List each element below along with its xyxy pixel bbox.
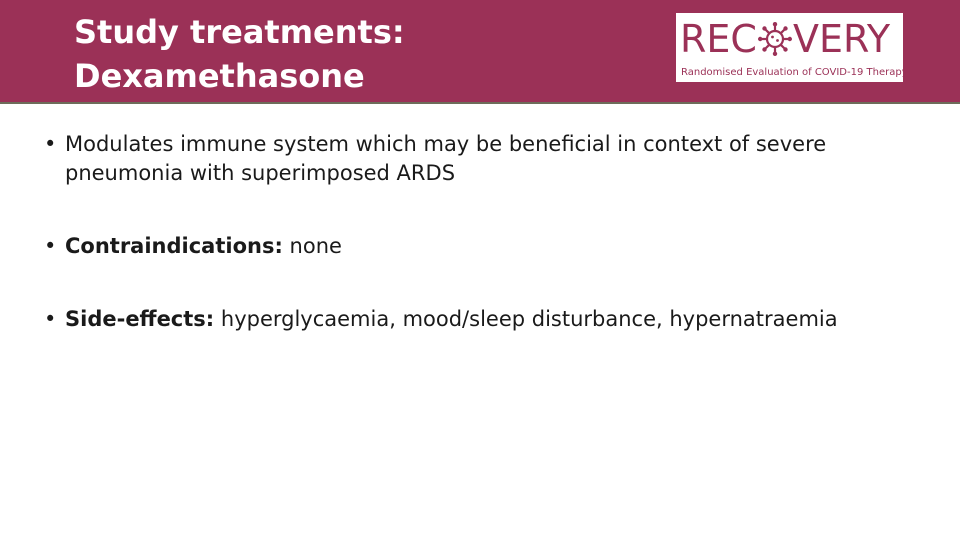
bullet-text: Modulates immune system which may be beneficial in context of severe pneumonia with superimposed ARDS <box>65 132 827 185</box>
bullet-dot: • <box>44 307 57 331</box>
logo-wordmark <box>680 17 890 61</box>
bullet-list <box>44 130 924 378</box>
virus-icon <box>757 21 793 57</box>
logo-word-pre: REC <box>680 17 757 61</box>
bullet-dot: • <box>44 234 57 258</box>
slide-title-line-1: Study treatments: <box>74 13 405 51</box>
logo-word-post: VERY <box>792 17 891 61</box>
bullet-label: Contraindications: <box>65 234 283 258</box>
bullet-item-side-effects <box>44 305 924 334</box>
bullet-label: Side-effects: <box>65 307 215 331</box>
bullet-text: hyperglycaemia, mood/sleep disturbance, hypernatraemia <box>214 307 838 331</box>
logo-subtitle: Randomised Evaluation of COVID-19 Therapy <box>681 67 908 78</box>
bullet-item-mechanism <box>44 130 924 188</box>
slide-title <box>74 10 405 98</box>
bullet-text: none <box>282 234 342 258</box>
bullet-item-contraindications <box>44 232 924 261</box>
slide-title-line-2: Dexamethasone <box>74 57 365 95</box>
bullet-dot: • <box>44 132 57 156</box>
header-bar <box>0 0 960 104</box>
recovery-logo <box>676 13 908 82</box>
